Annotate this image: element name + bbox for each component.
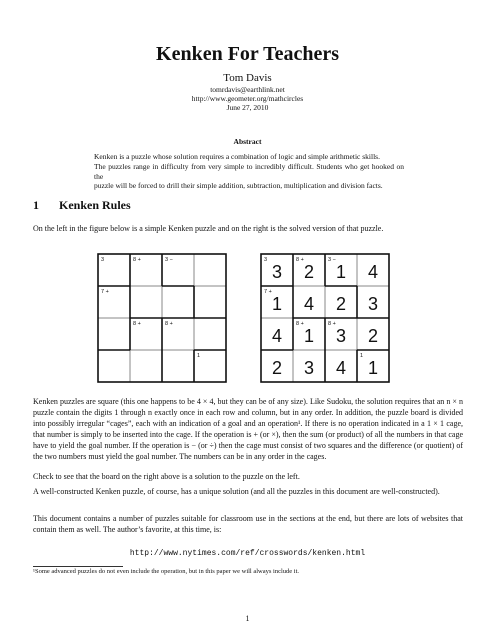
cage-clue: 8 + bbox=[165, 321, 173, 327]
cage-clue: 1 bbox=[360, 353, 364, 359]
solution-digit: 3 bbox=[303, 358, 315, 378]
unique-paragraph: A well-constructed Kenken puzzle, of course, has a unique solution (and all the puzzles in this document are well-constructed). bbox=[33, 487, 440, 496]
section-title: Kenken Rules bbox=[59, 198, 131, 212]
solution-digit: 4 bbox=[271, 326, 283, 346]
solution-digit: 3 bbox=[367, 294, 379, 314]
cage-clue: 3 − bbox=[165, 257, 173, 263]
solution-digit: 1 bbox=[271, 294, 283, 314]
cage-clue: 3 − bbox=[328, 257, 336, 263]
check-paragraph: Check to see that the board on the right above is a solution to the puzzle on the left. bbox=[33, 472, 300, 481]
author-name: Tom Davis bbox=[223, 72, 272, 84]
abstract-text bbox=[94, 152, 404, 191]
author-url: http://www.geometer.org/mathcircles bbox=[191, 94, 304, 103]
solution-grid bbox=[261, 254, 389, 382]
cage-clue: 8 + bbox=[133, 321, 141, 327]
cage-clue: 8 + bbox=[296, 321, 304, 327]
solution-digit: 1 bbox=[335, 262, 347, 282]
solution-digit: 4 bbox=[335, 358, 347, 378]
rules-paragraph: Kenken puzzles are square (this one happens to be 4 × 4, but they can be of any size). Like Sudoku, the solution requires that an n × n puzzle contain the digits 1 through n exactly once in each row and column, but in any order. In addition, the puzzle board is divided into possibly irregular “cages”, each with an indication of a goal and an operation¹. If there is no operation indicated in a 1 × 1 cage, that number is simply to be inserted into the cage. If the operation is + (or ×), then the sum (or product) of all the numbers in that cage have to yield the goal number. If the operation is − (or ÷) then the cage must consist of two squares and the difference (or quotient) of the two numbers must yield the goal number. The numbers can be in any order in the cages. bbox=[33, 397, 463, 461]
abstract-line: Kenken is a puzzle whose solution requires a combination of logic and simple arithmetic skills. bbox=[94, 152, 380, 161]
cage-clue: 3 bbox=[101, 257, 105, 263]
solution-digit: 1 bbox=[303, 326, 315, 346]
solution-digit: 4 bbox=[367, 262, 379, 282]
puzzle-grid bbox=[98, 254, 226, 382]
cage-clue: 3 bbox=[264, 257, 268, 263]
cage-clue: 8 + bbox=[296, 257, 304, 263]
intro-paragraph: On the left in the figure below is a simple Kenken puzzle and on the right is the solved version of that puzzle. bbox=[33, 224, 384, 233]
author-email: tomrdavis@earthlink.net bbox=[210, 85, 285, 94]
paper-date: June 27, 2010 bbox=[226, 103, 269, 112]
abstract-heading: Abstract bbox=[233, 137, 262, 146]
solution-digit: 2 bbox=[335, 294, 347, 314]
section-heading bbox=[33, 198, 131, 213]
cage-clue: 8 + bbox=[328, 321, 336, 327]
kenken-figure bbox=[0, 252, 495, 387]
page-number: 1 bbox=[245, 614, 250, 623]
cage-clue: 1 bbox=[197, 353, 201, 359]
solution-digit: 2 bbox=[271, 358, 283, 378]
websites-paragraph: This document contains a number of puzzles suitable for classroom use in the sections at the end, but there are lots of websites that contain them as well. The author’s favorite, at this time, is: bbox=[33, 514, 463, 534]
solution-digit: 1 bbox=[367, 358, 379, 378]
abstract-line: The puzzles range in difficulty from very simple to incredibly difficult. Students who get hooked on the bbox=[94, 161, 404, 181]
section-number: 1 bbox=[33, 198, 39, 212]
paper-title: Kenken For Teachers bbox=[156, 43, 339, 65]
footnote-text: ¹Some advanced puzzles do not even include the operation, but in this paper we will always include it. bbox=[33, 568, 300, 575]
solution-digit: 3 bbox=[335, 326, 347, 346]
abstract-line: puzzle will be forced to drill their simple addition, subtraction, multiplication and division facts. bbox=[94, 181, 383, 191]
cage-clue: 7 + bbox=[264, 289, 272, 295]
footnote-divider bbox=[33, 566, 123, 567]
solution-digit: 4 bbox=[303, 294, 315, 314]
solution-digit: 2 bbox=[367, 326, 379, 346]
nytimes-link[interactable]: http://www.nytimes.com/ref/crosswords/kenken.html bbox=[129, 549, 366, 558]
cage-clue: 7 + bbox=[101, 289, 109, 295]
solution-digit: 2 bbox=[303, 262, 315, 282]
solution-digit: 3 bbox=[271, 262, 283, 282]
cage-clue: 8 + bbox=[133, 257, 141, 263]
